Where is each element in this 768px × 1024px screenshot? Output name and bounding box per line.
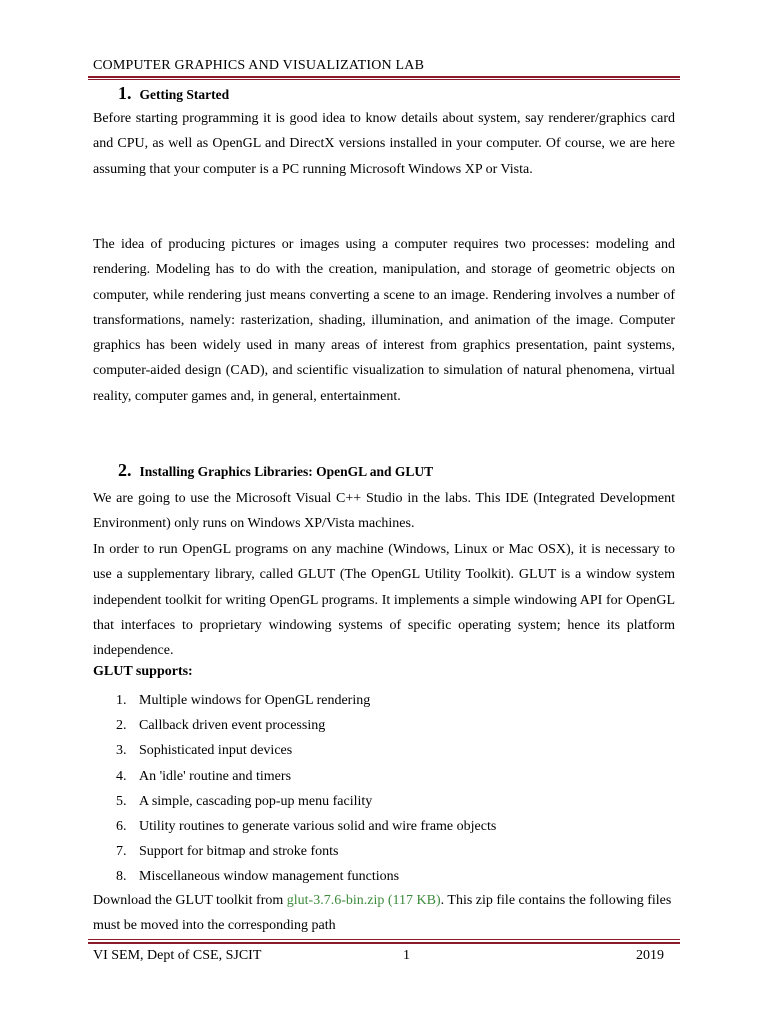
footer-rule-thick xyxy=(88,942,680,944)
header-rule-thick xyxy=(88,76,680,78)
footer-department: VI SEM, Dept of CSE, SJCIT xyxy=(93,948,262,963)
section-2-number: 2. xyxy=(118,460,132,480)
section-2-paragraph-2: In order to run OpenGL programs on any machine (Windows, Linux or Mac OSX), it is necessary to use a supplementary library, called GLUT (The OpenGL Utility Toolkit). GLUT is a window system independent toolkit for writing OpenGL programs. It implements a simple windowing API for OpenGL that interfaces to proprietary windowing systems of specific operating system; hence its platform independence. xyxy=(93,542,675,659)
list-item: 2. Callback driven event processing xyxy=(116,718,326,734)
footer-page-number: 1 xyxy=(403,948,410,963)
section-1-heading xyxy=(118,83,229,104)
section-2-paragraph-1: We are going to use the Microsoft Visual C++ Studio in the labs. This IDE (Integrated Development Environment) only runs on Windows XP/Vista machines. xyxy=(93,491,675,532)
glut-supports-list xyxy=(116,688,496,890)
section-1-paragraph-1: Before starting programming it is good idea to know details about system, say renderer/graphics card and CPU, as well as OpenGL and DirectX versions installed in your computer. Of course, we are here assuming that your computer is a PC running Microsoft Windows XP or Vista. xyxy=(93,111,675,177)
glut-download-link[interactable]: glut-3.7.6-bin.zip (117 KB) xyxy=(286,893,441,908)
list-item: 3. Sophisticated input devices xyxy=(116,743,293,759)
list-item: 5. A simple, cascading pop-up menu facility xyxy=(116,793,373,809)
footer-year: 2019 xyxy=(636,948,664,963)
list-item: 1. Multiple windows for OpenGL rendering xyxy=(116,693,371,708)
running-header: COMPUTER GRAPHICS AND VISUALIZATION LAB xyxy=(93,58,425,73)
section-2-heading xyxy=(118,460,433,481)
glut-supports-heading: GLUT supports: xyxy=(93,664,193,679)
download-paragraph: Download the GLUT toolkit from glut-3.7.6-bin.zip (117 KB). This zip file contains the following files must be moved into the corresponding path xyxy=(93,893,672,934)
section-1-paragraph-2: The idea of producing pictures or images using a computer requires two processes: modeling and rendering. Modeling has to do with the creation, manipulation, and storage of geometric objects on computer, while rendering just means converting a scene to an image. Rendering involves a number of transformations, namely: rasterization, shading, illumination, and animation of the image. Computer graphics has been widely used in many areas of interest from graphics presentation, paint systems, computer-aided design (CAD), and scientific visualization to simulation of natural phenomena, virtual reality, computer games and, in general, entertainment. xyxy=(93,237,675,404)
header-rule-thin xyxy=(88,79,680,80)
list-item: 8. Miscellaneous window management functions xyxy=(116,869,400,885)
list-item: 6. Utility routines to generate various solid and wire frame objects xyxy=(116,818,497,834)
footer-rule-thin xyxy=(88,939,680,940)
section-1-title: Getting Started xyxy=(139,87,230,102)
section-2-title: Installing Graphics Libraries: OpenGL and GLUT xyxy=(139,464,434,479)
list-item: 4. An 'idle' routine and timers xyxy=(116,768,292,784)
section-1-number: 1. xyxy=(118,83,132,103)
list-item: 7. Support for bitmap and stroke fonts xyxy=(116,844,339,860)
